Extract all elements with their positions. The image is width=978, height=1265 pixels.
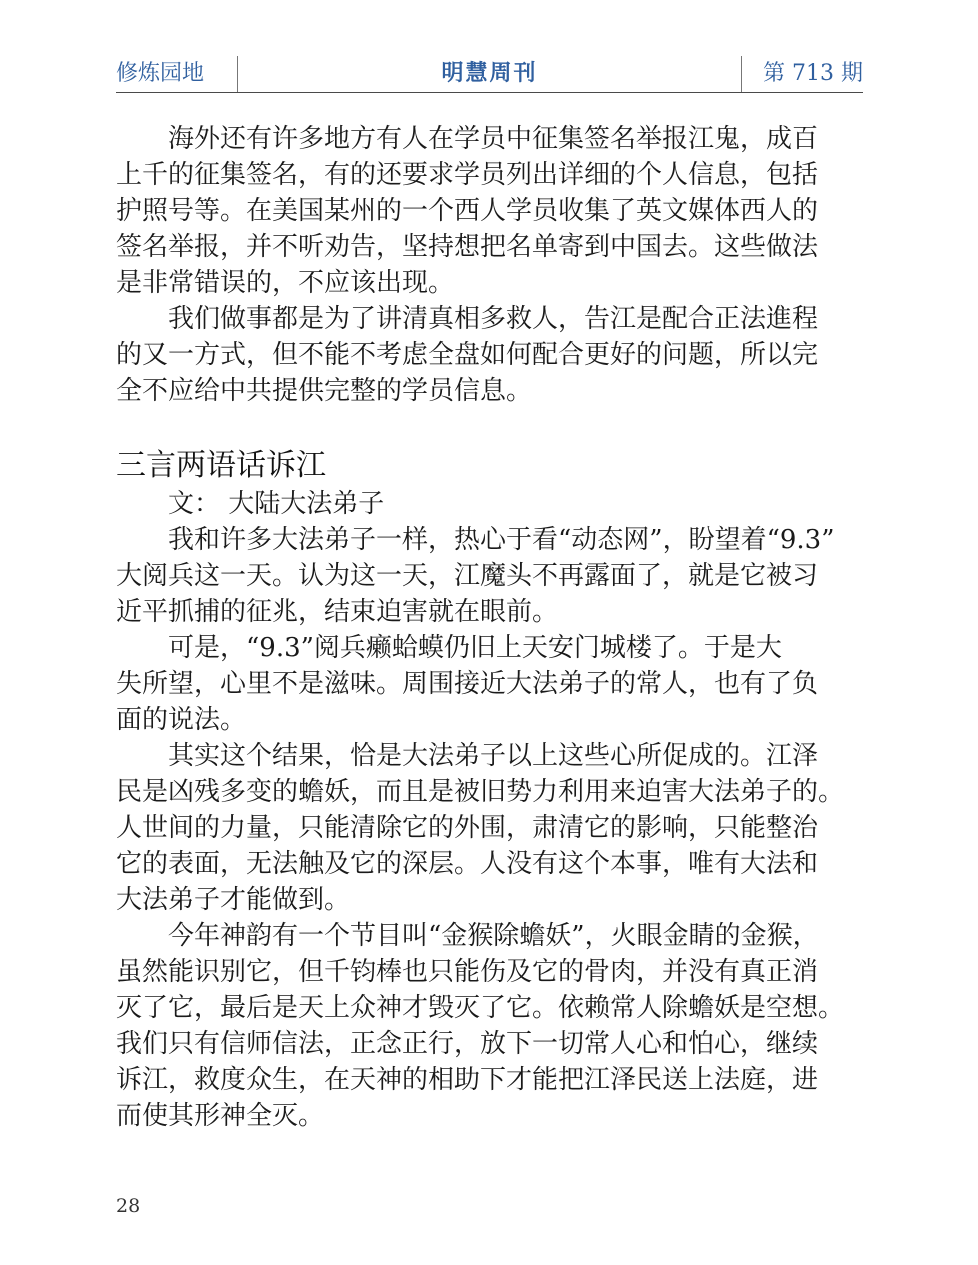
paragraph-line: 护照号等。在美国某州的一个西人学员收集了英文媒体西人的: [116, 196, 819, 226]
paragraph-line: 海外还有许多地方有人在学员中征集签名举报江鬼，成百: [168, 124, 819, 154]
paragraph-line: 大法弟子才能做到。: [116, 885, 351, 915]
paragraph-line: 而使其形神全灭。: [116, 1101, 325, 1131]
issue-number: 第 713 期: [763, 61, 863, 86]
paragraph-line: 的又一方式，但不能不考虑全盘如何配合更好的问题，所以完: [116, 340, 819, 370]
paragraph-line: 是非常错误的，不应该出现。: [116, 268, 455, 298]
paragraph-line: 可是，“9.3”阅兵癞蛤蟆仍旧上天安门城楼了。于是大: [168, 633, 782, 663]
paragraph-line: 我和许多大法弟子一样，热心于看“动态网”，盼望着“9.3”: [168, 525, 835, 555]
paragraph: [116, 301, 863, 409]
paragraph-line: 面的说法。: [116, 705, 247, 735]
paragraph-line: 近平抓捕的征兆，结束迫害就在眼前。: [116, 597, 559, 627]
paragraph-line: 其实这个结果，恰是大法弟子以上这些心所促成的。江泽: [168, 741, 819, 771]
paragraph: [116, 738, 863, 918]
paragraph-line: 上千的征集签名，有的还要求学员列出详细的个人信息，包括: [116, 160, 819, 190]
paragraph-line: 签名举报，并不听劝告，坚持想把名单寄到中国去。这些做法: [116, 232, 819, 262]
article-title: 三言两语话诉江: [116, 448, 326, 483]
paragraph-line: 虽然能识别它，但千钧棒也只能伤及它的骨肉，并没有真正消: [116, 957, 819, 987]
paragraph-line: 我们只有信师信法，正念正行，放下一切常人心和怕心，继续: [116, 1029, 819, 1059]
paragraph: [116, 630, 863, 738]
header-divider-right: [741, 56, 742, 92]
page-content: [116, 121, 863, 1134]
paragraph-line: 灭了它，最后是天上众神才毁灭了它。依赖常人除蟾妖是空想。: [116, 993, 845, 1023]
paragraph-line: 失所望，心里不是滋味。周围接近大法弟子的常人，也有了负: [116, 669, 819, 699]
paragraph-line: 诉江，救度众生，在天神的相助下才能把江泽民送上法庭，进: [116, 1065, 819, 1095]
article-byline: 文： 大陆大法弟子: [168, 489, 385, 519]
paragraph-line: 它的表面，无法触及它的深层。人没有这个本事，唯有大法和: [116, 849, 819, 879]
preceding-article-text: [116, 121, 863, 409]
paragraph: [116, 918, 863, 1134]
paragraph-line: 全不应给中共提供完整的学员信息。: [116, 376, 533, 406]
paragraph-line: 民是凶残多变的蟾妖，而且是被旧势力利用来迫害大法弟子的。: [116, 777, 845, 807]
paragraph-line: 人世间的力量，只能清除它的外围，肃清它的影响，只能整治: [116, 813, 819, 843]
paragraph-line: 大阅兵这一天。认为这一天，江魔头不再露面了，就是它被习: [116, 561, 819, 591]
paragraph: [116, 522, 863, 630]
publication-title: 明慧周刊: [441, 61, 538, 86]
page-number: 28: [116, 1195, 141, 1217]
page-header: [116, 48, 863, 93]
article-body: [116, 522, 863, 1134]
paragraph-line: 今年神韵有一个节目叫“金猴除蟾妖”，火眼金睛的金猴，: [168, 921, 819, 951]
paragraph: [116, 121, 863, 301]
section-name: 修炼园地: [116, 61, 205, 86]
paragraph-line: 我们做事都是为了讲清真相多救人，告江是配合正法進程: [168, 304, 819, 334]
